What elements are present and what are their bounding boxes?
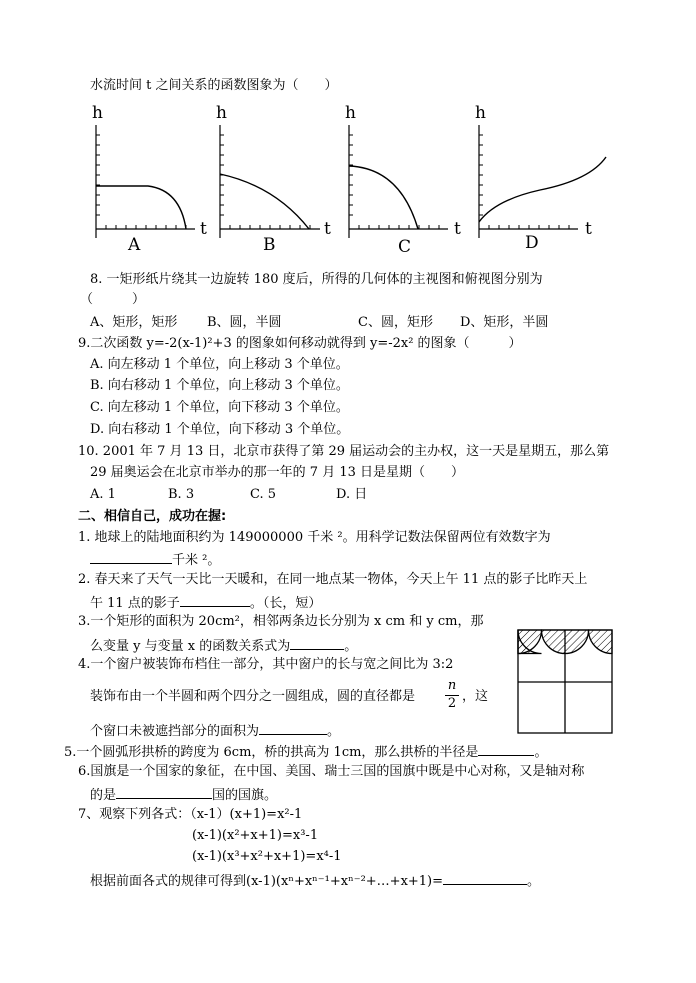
fill2-suffix: 。（长，短） [249, 596, 322, 611]
fill1-blank[interactable] [90, 549, 172, 564]
graph-c [349, 125, 448, 238]
fill4-line3 [90, 720, 340, 741]
q8-option-c: C、圆，矩形 [358, 315, 433, 330]
fill3-line1: 3.一个矩形的面积为 20cm²，相邻两条边长分别为 x cm 和 y cm，那 [78, 614, 484, 629]
intro-line: 水流时间 t 之间关系的函数图象为（ ） [90, 78, 338, 93]
q10-option-a: A. 1 [90, 487, 116, 502]
fill5-prefix: 5.一个圆弧形拱桥的跨度为 6cm，桥的拱高为 1cm，那么拱桥的半径是 [64, 745, 479, 760]
graph-b-caption: B [263, 235, 276, 255]
fill4-line2-suffix: ，这 [462, 689, 489, 704]
fill4-frac-den: 2 [447, 696, 457, 711]
graph-a-y-label: h [92, 103, 103, 123]
graph-c-caption: C [398, 237, 412, 257]
q9-option-c: C. 向左移动 1 个单位，向下移动 3 个单位。 [90, 400, 349, 415]
fill7-line2: (x-1)(x²+x+1)=x³-1 [192, 828, 319, 843]
fill5-line [64, 741, 547, 762]
fill6-prefix: 的是 [90, 788, 117, 803]
graph-b-y-label: h [216, 103, 227, 123]
q10-option-b: B. 3 [168, 487, 195, 502]
fill6-line1: 6.国旗是一个国家的象征，在中国、美国、瑞士三国的国旗中既是中心对称，又是轴对称 [78, 764, 585, 779]
graph-a-caption: A [128, 235, 141, 255]
graph-c-y-label: h [345, 103, 356, 123]
fill4-line1: 4.一个窗户被装饰布档住一部分，其中窗户的长与宽之间比为 3:2 [78, 657, 454, 672]
q9-option-d: D. 向右移动 1 个单位，向下移动 3 个单位。 [90, 422, 350, 437]
fill5-blank[interactable] [478, 741, 534, 756]
q10-stem-line1: 10. 2001 年 7 月 13 日，北京市获得了第 29 届运动会的主办权，这一天是星期五，那么第 [78, 444, 610, 459]
fill7-line1: 7、观察下列各式：（x-1）(x+1)=x²-1 [78, 807, 303, 822]
graph-a [96, 125, 195, 238]
graph-d-caption: D [525, 233, 539, 253]
fill4-prefix: 个窗口未被遮挡部分的面积为 [90, 724, 260, 739]
q9-option-a: A. 向左移动 1 个单位，向上移动 3 个单位。 [90, 357, 349, 372]
fill2-blank[interactable] [180, 592, 250, 607]
section-heading: 二、相信自己，成功在握: [78, 509, 227, 524]
fill3-line2 [90, 635, 357, 656]
fill7-line3: (x-1)(x³+x²+x+1)=x⁴-1 [192, 849, 342, 864]
graph-d-y-label: h [475, 103, 486, 123]
fill1-suffix: 千米 ²。 [172, 553, 221, 568]
fill2-prefix: 午 11 点的影子 [90, 596, 180, 611]
q10-stem-line2: 29 届奥运会在北京市举办的那一年的 7 月 13 日是星期（ ） [90, 465, 465, 480]
q10-option-c: C. 5 [250, 487, 277, 502]
fill7-suffix: 。 [527, 874, 541, 889]
fill3-suffix: 。 [344, 639, 358, 654]
q9-stem: 9.二次函数 y=-2(x-1)²+3 的图象如何移动就得到 y=-2x² 的图象（ ） [78, 336, 522, 351]
fill2-line1: 2. 春天来了天气一天比一天暖和，在同一地点某一物体，今天上午 11 点的影子比昨天上 [78, 572, 588, 587]
fill6-line2 [90, 784, 277, 805]
q8-stem: 8. 一矩形纸片绕其一边旋转 180 度后，所得的几何体的主视图和俯视图分别为 [90, 272, 543, 287]
q8-option-d: D、矩形，半圆 [460, 315, 549, 330]
q8-option-a: A、矩形，矩形 [90, 315, 178, 330]
fill4-blank[interactable] [259, 720, 327, 735]
fill7-prefix: 根据前面各式的规律可得到(x-1)(xⁿ+xⁿ⁻¹+xⁿ⁻²+…+x+1)= [90, 874, 444, 889]
fill3-blank[interactable] [290, 635, 344, 650]
fill7-line4 [90, 870, 540, 891]
fill1-line2 [90, 549, 220, 570]
q8-option-b: B、圆，半圆 [207, 315, 282, 330]
fill4-line2-prefix: 装饰布由一个半圆和两个四分之一圆组成，圆的直径都是 [90, 689, 416, 704]
graph-a-x-label: t [200, 219, 207, 239]
q9-option-b: B. 向右移动 1 个单位，向上移动 3 个单位。 [90, 378, 349, 393]
graph-b-x-label: t [324, 219, 331, 239]
fill1-line1: 1. 地球上的陆地面积约为 149000000 千米 ²。用科学记数法保留两位有效数字为 [78, 530, 551, 545]
graph-d-x-label: t [585, 219, 592, 239]
fill7-blank[interactable] [443, 870, 527, 885]
fill3-prefix: 么变量 y 与变量 x 的函数关系式为 [90, 639, 291, 654]
q10-option-d: D. 日 [336, 487, 368, 502]
fill6-blank[interactable] [116, 784, 212, 799]
q8-blank: （ ） [80, 292, 146, 307]
fill4-frac-num: n [447, 678, 457, 693]
fill5-suffix: 。 [534, 745, 548, 760]
graph-b [220, 125, 320, 238]
fill2-line2 [90, 592, 321, 613]
fill4-suffix: 。 [327, 724, 341, 739]
graph-c-x-label: t [454, 219, 461, 239]
fill6-suffix: 国的国旗。 [212, 788, 278, 803]
